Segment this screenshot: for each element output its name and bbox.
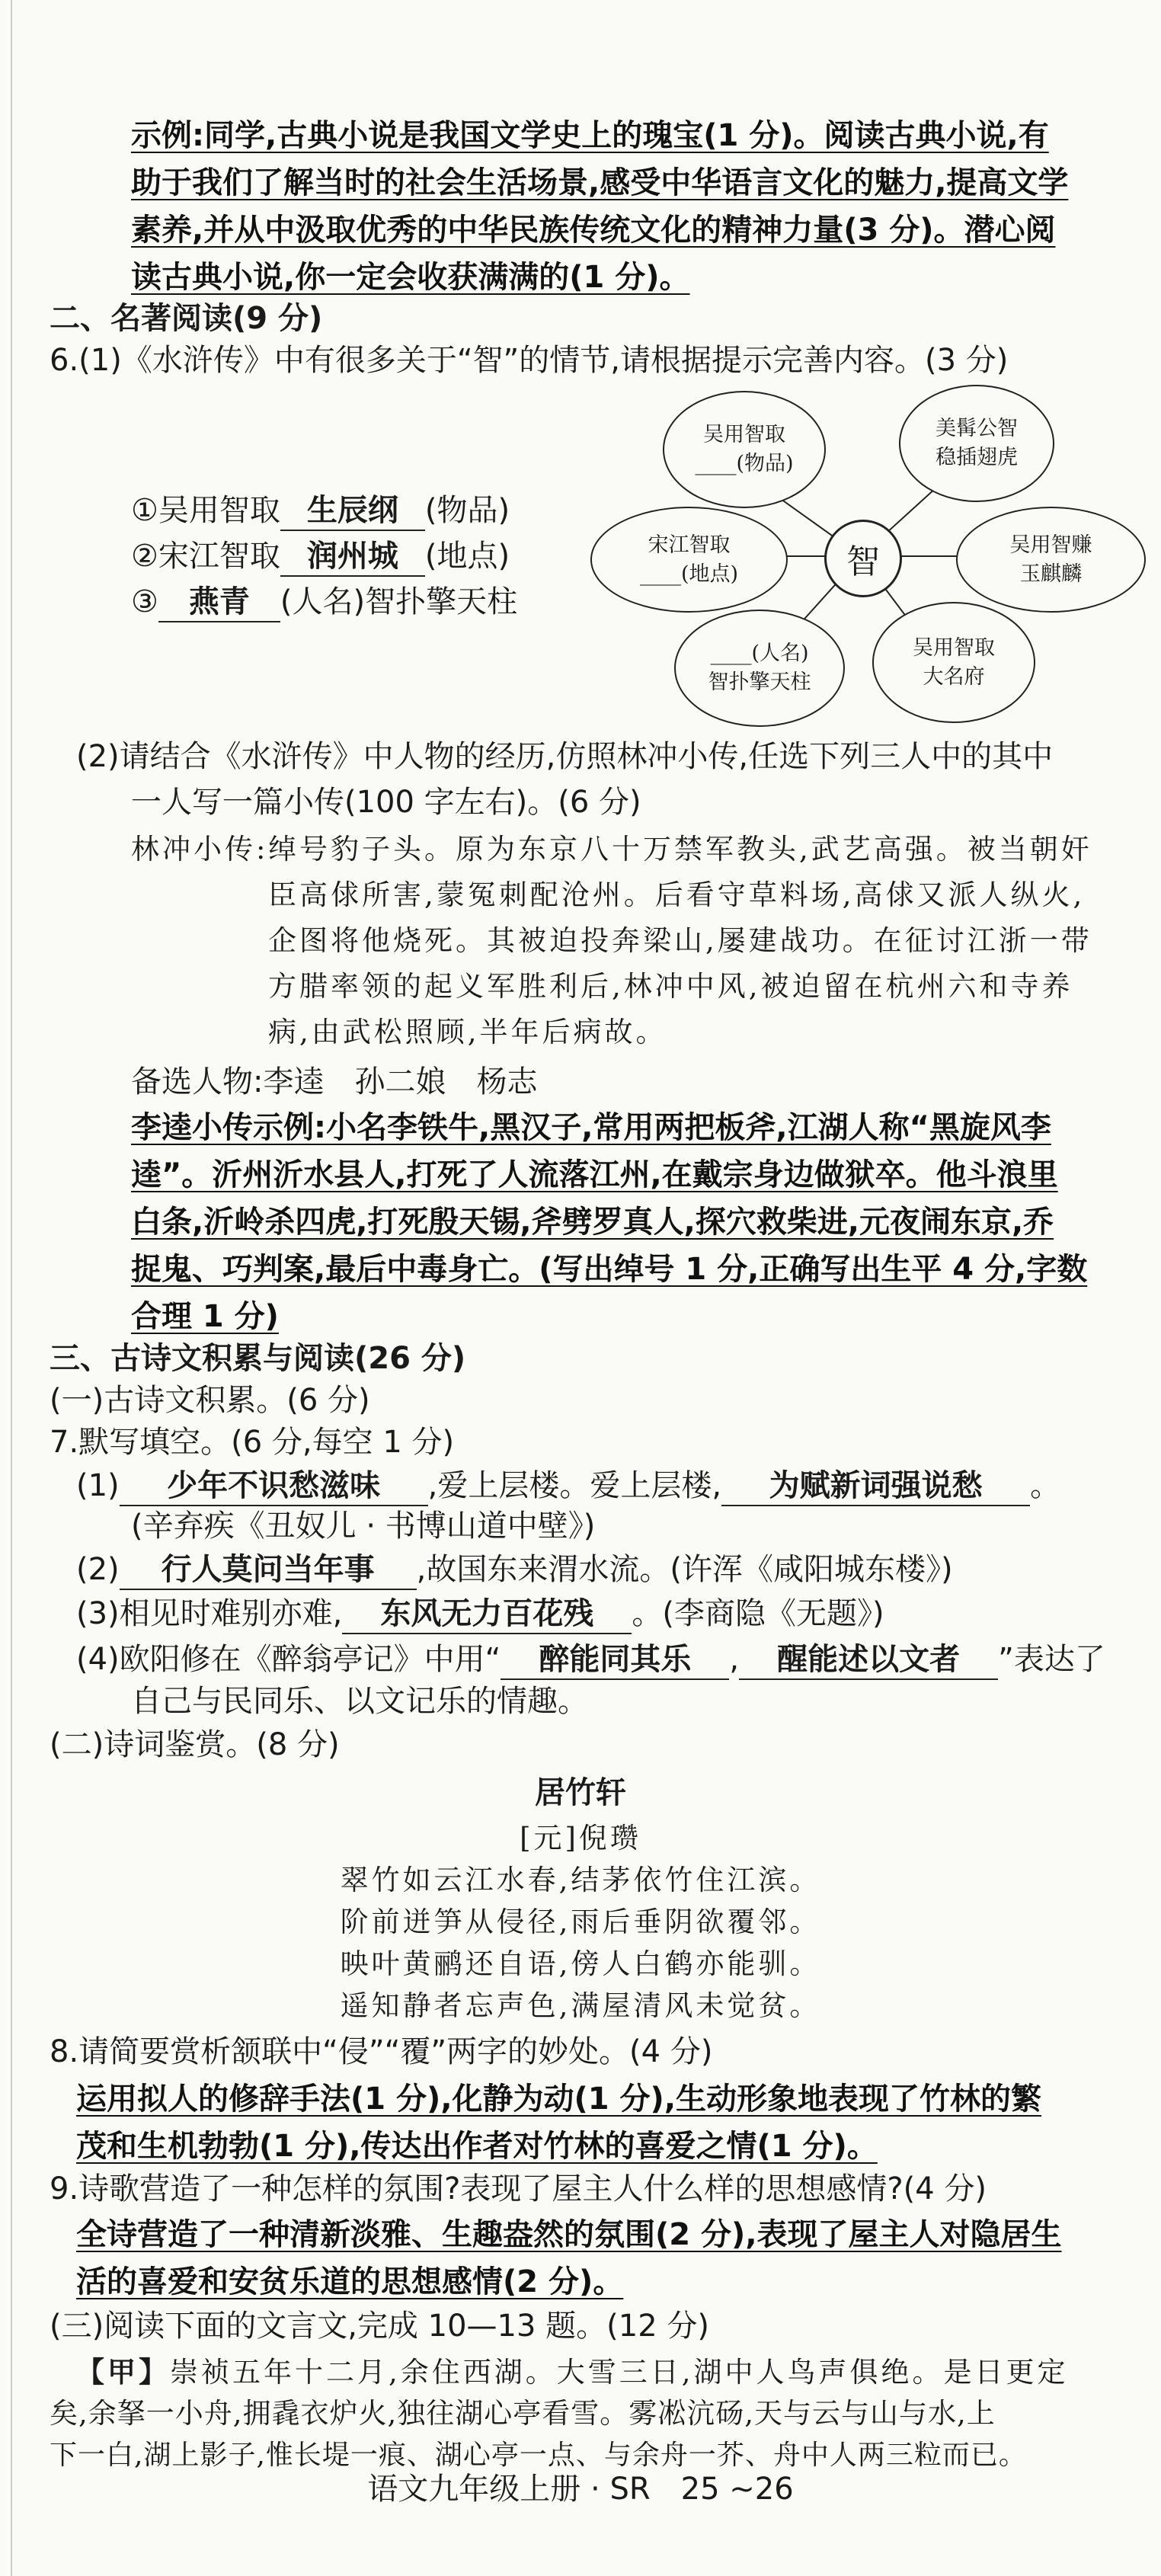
answer-line: 茂和生机勃勃(1 分),传达出作者对竹林的喜爱之情(1 分)。: [76, 2129, 878, 2164]
mind-node: [899, 385, 1054, 502]
line-text: (4)欧阳修在《醉翁亭记》中用“: [76, 1642, 501, 1677]
node-line: ____(人名): [710, 642, 809, 665]
answer-blank: 醉能同其乐: [501, 1640, 729, 1680]
answer-line: 捉鬼、巧判案,最后中毒身亡。(写出绰号 1 分,正确写出生平 4 分,字数: [131, 1252, 1088, 1287]
zhi-mind-map: [571, 385, 1150, 724]
node-line: 玉麒麟: [1020, 562, 1082, 586]
section-heading: 二、名著阅读(9 分): [50, 301, 323, 336]
passage-line: 矣,余拏一小舟,拥毳衣炉火,独往湖心亭看雪。雾凇沆砀,天与云与山与水,上: [50, 2397, 996, 2430]
passage-line: 企图将他烧死。其被迫投奔梁山,屡建战功。在征讨江浙一带: [268, 924, 1092, 957]
node-line: 美髯公智: [936, 417, 1018, 440]
item-suffix: (物品): [424, 493, 510, 528]
fill-line-2: [76, 1548, 953, 1591]
poem-title: 居竹轩: [535, 1775, 626, 1810]
answer-line: 活的喜爱和安贫乐道的思想感情(2 分)。: [76, 2264, 624, 2299]
fill-line-4: [76, 1638, 1105, 1681]
fill-line-3: [76, 1592, 884, 1635]
node-line: 智扑擎天柱: [708, 670, 811, 694]
line-text: (3)相见时难别亦难,: [76, 1596, 343, 1631]
question-6-2: 一人写一篇小传(100 字左右)。(6 分): [131, 785, 641, 820]
sub-heading: (二)诗词鉴赏。(8 分): [50, 1727, 340, 1762]
poem-line: 遥知静者忘声色,满屋清风未觉贫。: [340, 1989, 821, 2022]
line-text: (1): [76, 1468, 120, 1503]
poem-line: 阶前迸笋从侵径,雨后垂阴欲覆邻。: [340, 1906, 821, 1938]
question-8: 8.请简要赏析颔联中“侵”“覆”两字的妙处。(4 分): [50, 2034, 713, 2069]
node-line: 吴用智赚: [1009, 533, 1092, 557]
question-6-1: 6.(1)《水浒传》中有很多关于“智”的情节,请根据提示完善内容。(3 分): [50, 343, 1009, 378]
answer-line: 合理 1 分): [131, 1299, 279, 1334]
source-note: (辛弃疾《丑奴儿 · 书博山道中壁》): [131, 1509, 596, 1544]
line-text: ”表达了: [998, 1642, 1105, 1677]
passage-line: 下一白,湖上影子,惟长堤一痕、湖心亭一点、与余舟一芥、舟中人两三粒而已。: [50, 2440, 1027, 2471]
fill-line-4-cont: 自己与民同乐、以文记乐的情趣。: [131, 1684, 588, 1719]
line-text: ,爱上层楼。爱上层楼,: [427, 1468, 722, 1503]
sub-heading: (三)阅读下面的文言文,完成 10—13 题。(12 分): [50, 2309, 709, 2344]
answer-blank: 生辰纲: [280, 491, 425, 531]
sub-heading: (一)古诗文积累。(6 分): [50, 1383, 370, 1418]
answer-line: 助于我们了解当时的社会生活场景,感受中华语言文化的魅力,提高文学: [131, 165, 1069, 200]
passage-line: 绰号豹子头。原为东京八十万禁军教头,武艺高强。被当朝奸: [268, 833, 1092, 866]
fill-item-3: [131, 581, 517, 623]
item-prefix: ②宋江智取: [131, 539, 280, 574]
candidate-list: 备选人物:李逵 孙二娘 杨志: [131, 1064, 538, 1099]
line-text: (2): [76, 1552, 120, 1587]
node-line: 吴用智取: [703, 423, 785, 446]
poem-line: 映叶黄鹂还自语,傍人白鹤亦能驯。: [340, 1947, 821, 1980]
fill-item-1: [131, 489, 510, 532]
answer-blank: 醒能述以文者: [739, 1640, 998, 1680]
answer-line: 全诗营造了一种清新淡雅、生趣盎然的氛围(2 分),表现了屋主人对隐居生: [76, 2217, 1062, 2252]
poem-author: [元]倪瓒: [520, 1822, 641, 1854]
passage-line: 病,由武松照顾,半年后病故。: [268, 1016, 667, 1048]
answer-blank: 燕青: [158, 583, 280, 622]
question-9: 9.诗歌营造了一种怎样的氛围?表现了屋主人什么样的思想感情?(4 分): [50, 2171, 987, 2206]
answer-line: 示例:同学,古典小说是我国文学史上的瑰宝(1 分)。阅读古典小说,有: [131, 118, 1049, 153]
answer-line: 运用拟人的修辞手法(1 分),化静为动(1 分),生动形象地表现了竹林的繁: [76, 2082, 1042, 2117]
page-edge-rule: [11, 0, 12, 2576]
poem-line: 翠竹如云江水春,结茅依竹住江滨。: [340, 1864, 821, 1896]
answer-line: 逵”。沂州沂水县人,打死了人流落江州,在戴宗身边做狱卒。他斗浪里: [131, 1157, 1058, 1192]
line-text: 。: [1030, 1468, 1061, 1503]
answer-blank: 行人莫问当年事: [120, 1550, 417, 1590]
fill-line-1: [76, 1464, 1060, 1507]
mind-node: [663, 391, 826, 508]
fill-item-2: [131, 535, 510, 578]
node-line: 大名府: [923, 664, 985, 689]
passage-line: 方腊率领的起义军胜利后,林冲中风,被迫留在杭州六和寺养: [268, 970, 1073, 1003]
node-line: 稳插翅虎: [936, 446, 1018, 469]
mind-node: [590, 507, 788, 613]
node-line: 宋江智取: [648, 533, 731, 557]
answer-blank: 东风无力百花残: [342, 1595, 632, 1634]
question-7: 7.默写填空。(6 分,每空 1 分): [50, 1425, 455, 1460]
mind-node: [956, 507, 1146, 613]
item-suffix: (人名)智扑擎天柱: [280, 584, 518, 619]
line-text: ,: [729, 1642, 740, 1677]
passage-text: 崇祯五年十二月,余住西湖。大雪三日,湖中人鸟声俱绝。是日更定: [170, 2356, 1069, 2389]
node-line: 吴用智取: [913, 635, 995, 660]
linchong-label: 林冲小传:: [131, 833, 269, 866]
jia-label: 【甲】: [76, 2355, 170, 2389]
item-suffix: (地点): [424, 539, 510, 574]
passage-line: 臣高俅所害,蒙冤刺配沧州。后看守草料场,高俅又派人纵火,: [268, 878, 1086, 911]
node-line: ____(地点): [639, 562, 739, 586]
item-prefix: ①吴用智取: [131, 493, 280, 528]
wenyan-line-1: [76, 2350, 1069, 2394]
line-text: ,故国东来渭水流。(许浑《咸阳城东楼》): [416, 1552, 953, 1587]
question-6-2: (2)请结合《水浒传》中人物的经历,仿照林冲小传,任选下列三人中的其中: [76, 739, 1054, 774]
answer-blank: 少年不识愁滋味: [120, 1467, 428, 1506]
answer-blank: 润州城: [280, 537, 425, 577]
page-footer: 语文九年级上册 · SR 25 ~26: [367, 2472, 794, 2507]
answer-line: 素养,并从中汲取优秀的中华民族传统文化的精神力量(3 分)。潜心阅: [131, 213, 1056, 248]
mind-map-center: 智: [824, 520, 902, 597]
section-heading: 三、古诗文积累与阅读(26 分): [50, 1341, 466, 1376]
answer-blank: 为赋新词强说愁: [721, 1467, 1030, 1506]
mind-node: [674, 610, 845, 727]
answer-line: 读古典小说,你一定会收获满满的(1 分)。: [131, 260, 690, 295]
answer-line: 白条,沂岭杀四虎,打死殷天锡,斧劈罗真人,探穴救柴进,元夜闹东京,乔: [131, 1205, 1054, 1240]
answer-line: 李逵小传示例:小名李铁牛,黑汉子,常用两把板斧,江湖人称“黑旋风李: [131, 1110, 1051, 1145]
line-text: 。(李商隐《无题》): [632, 1596, 884, 1631]
node-line: ____(物品): [695, 452, 794, 475]
mind-node: [872, 602, 1035, 723]
item-prefix: ③: [131, 584, 158, 619]
